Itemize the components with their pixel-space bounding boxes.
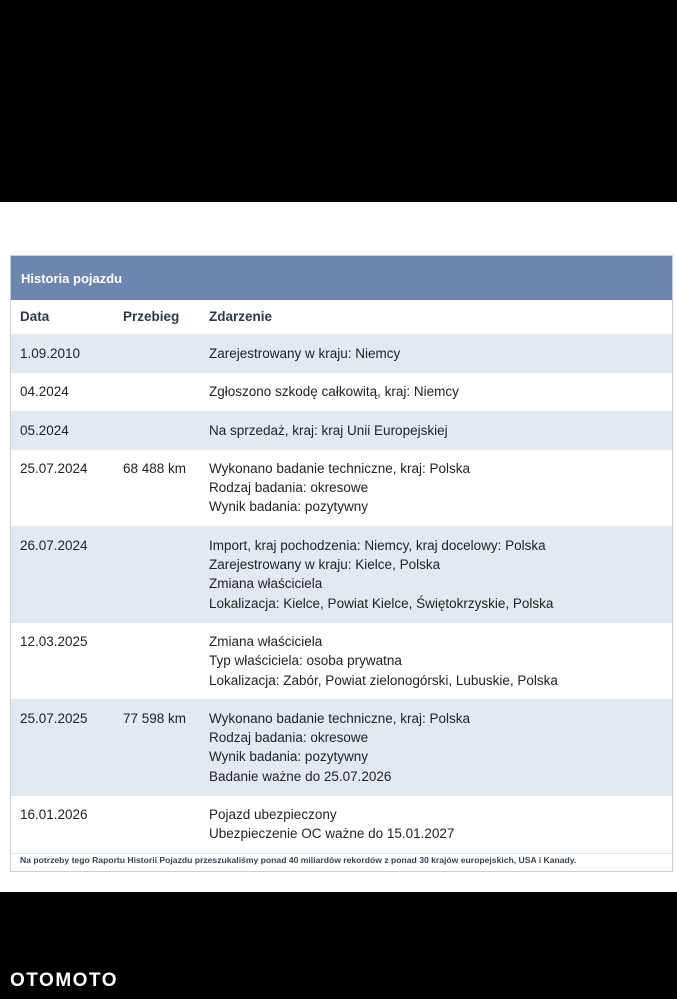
table-row <box>11 700 672 796</box>
otomoto-logo: OTOMOTO <box>10 970 118 991</box>
history-table-body <box>11 335 672 854</box>
event-line: Zarejestrowany w kraju: Kielce, Polska <box>209 557 441 573</box>
event-line: Zgłoszono szkodę całkowitą, kraj: Niemcy <box>209 384 459 400</box>
event-line: Wynik badania: pozytywny <box>209 499 368 515</box>
row-events <box>209 536 672 613</box>
event-line: Wykonano badanie techniczne, kraj: Polska <box>209 460 471 476</box>
row-events <box>209 421 672 440</box>
event-line: Badanie ważne do 25.07.2026 <box>209 768 392 784</box>
row-events <box>209 459 672 517</box>
row-date: 12.03.2025 <box>20 633 88 649</box>
document-page <box>0 202 677 892</box>
event-line: Zmiana właściciela <box>209 633 323 649</box>
event-line: Typ właściciela: osoba prywatna <box>209 653 402 669</box>
row-date: 16.01.2026 <box>20 807 88 823</box>
column-header-event: Zdarzenie <box>209 309 273 324</box>
row-date: 05.2024 <box>20 422 69 438</box>
table-row <box>11 527 672 623</box>
event-line: Import, kraj pochodzenia: Niemcy, kraj docelowy: Polska <box>209 537 546 553</box>
row-events <box>209 709 672 786</box>
event-line: Wykonano badanie techniczne, kraj: Polska <box>209 710 471 726</box>
row-date: 1.09.2010 <box>20 346 81 361</box>
event-line: Rodzaj badania: okresowe <box>209 480 369 496</box>
row-events <box>209 382 672 401</box>
row-events <box>209 344 672 363</box>
event-line: Pojazd ubezpieczony <box>209 807 337 823</box>
event-line: Lokalizacja: Zabór, Powiat zielonogórski, Lubuskie, Polska <box>209 672 558 688</box>
row-mileage: 77 598 km <box>123 710 187 726</box>
row-mileage: 68 488 km <box>123 460 187 476</box>
row-mileage <box>113 382 209 401</box>
table-row <box>11 796 672 854</box>
row-date: 04.2024 <box>20 384 69 400</box>
row-mileage <box>113 632 209 690</box>
column-header-date: Data <box>20 309 50 324</box>
table-row <box>11 335 672 373</box>
row-events <box>209 632 672 690</box>
vehicle-history-card <box>10 255 673 872</box>
event-line: Lokalizacja: Kielce, Powiat Kielce, Świętokrzyskie, Polska <box>209 595 554 611</box>
row-date: 26.07.2024 <box>20 537 88 553</box>
row-date: 25.07.2024 <box>20 460 88 476</box>
row-events <box>209 805 672 844</box>
event-line: Ubezpieczenie OC ważne do 15.01.2027 <box>209 826 455 842</box>
event-line: Wynik badania: pozytywny <box>209 749 368 765</box>
row-mileage <box>113 805 209 844</box>
event-line: Rodzaj badania: okresowe <box>209 730 369 746</box>
table-row <box>11 450 672 527</box>
card-title: Historia pojazdu <box>11 256 672 300</box>
row-mileage <box>113 421 209 440</box>
event-line: Zarejestrowany w kraju: Niemcy <box>209 346 401 361</box>
table-row <box>11 412 672 450</box>
event-line: Na sprzedaż, kraj: kraj Unii Europejskiej <box>209 422 448 438</box>
row-date: 25.07.2025 <box>20 710 88 726</box>
table-header <box>11 300 672 335</box>
row-mileage <box>113 536 209 613</box>
column-header-mileage: Przebieg <box>123 309 180 324</box>
table-row <box>11 623 672 700</box>
footnote: Na potrzeby tego Raportu Historii Pojazdu przeszukaliśmy ponad 40 miliardów rekordów z ponad 30 krajów europejskich, USA i Kanady. <box>20 855 577 865</box>
row-mileage <box>113 344 209 363</box>
event-line: Zmiana właściciela <box>209 576 323 592</box>
table-row <box>11 373 672 411</box>
